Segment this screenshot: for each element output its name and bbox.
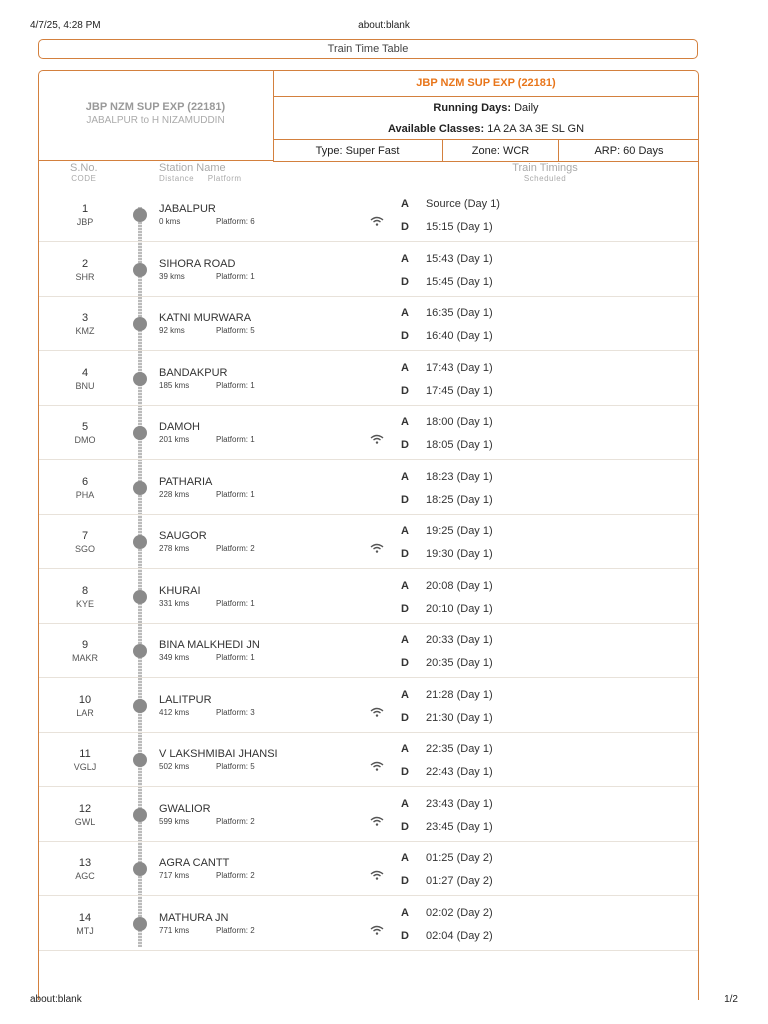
station-name: AGRA CANTT: [159, 857, 230, 869]
arrival-time: 16:35 (Day 1): [426, 307, 493, 319]
departure-label: D: [401, 275, 409, 288]
station-sno: 8: [81, 584, 89, 597]
station-distance: 278 kms: [159, 544, 190, 553]
station-code: JBP: [76, 217, 94, 227]
print-page-number: 1/2: [724, 994, 738, 1005]
departure-label: D: [401, 330, 409, 342]
station-code: LAR: [76, 707, 94, 718]
station-distance: 717 kms: [159, 871, 190, 880]
station-sno: 13: [78, 857, 92, 869]
departure-time: 22:43 (Day 1): [426, 766, 493, 778]
station-code: PHA: [75, 489, 95, 500]
station-sno: 3: [81, 312, 89, 324]
arrival-time: 01:25 (Day 2): [426, 852, 493, 864]
station-distance: 39 kms: [159, 271, 185, 281]
station-code: AGC: [75, 871, 95, 881]
print-datetime: 4/7/25, 4:28 PM: [30, 20, 101, 31]
station-platform: Platform: 1: [216, 489, 255, 499]
departure-label: D: [401, 548, 409, 560]
arrival-label: A: [401, 797, 409, 810]
station-distance: 771 kms: [159, 925, 190, 935]
station-row: [39, 296, 698, 351]
train-name-header: JBP NZM SUP EXP (22181): [273, 70, 699, 97]
station-name: SIHORA ROAD: [159, 257, 236, 270]
station-distance: 228 kms: [159, 489, 190, 499]
station-distance: 185 kms: [159, 380, 190, 390]
station-sno: 10: [78, 693, 92, 706]
arrival-label: A: [401, 906, 409, 919]
station-platform: Platform: 2: [216, 544, 255, 553]
available-classes: [273, 119, 699, 140]
station-dot-icon: [133, 372, 147, 386]
station-name: JABALPUR: [159, 203, 216, 215]
train-name-summary: JBP NZM SUP EXP (22181): [85, 101, 226, 113]
running-days: [273, 97, 699, 119]
departure-time: 20:10 (Day 1): [426, 602, 493, 615]
station-code: SHR: [75, 271, 95, 282]
arrival-time: 18:00 (Day 1): [426, 416, 493, 428]
station-platform: Platform: 5: [216, 762, 255, 771]
station-code: BNU: [75, 380, 95, 391]
station-dot-icon: [133, 862, 147, 876]
station-name: PATHARIA: [159, 475, 213, 488]
station-dot-icon: [133, 481, 147, 495]
station-platform: Platform: 5: [216, 326, 255, 335]
arrival-time: 20:33 (Day 1): [426, 634, 493, 646]
station-row: [39, 732, 698, 787]
station-dot-icon: [133, 590, 147, 604]
station-name: KHURAI: [159, 584, 201, 597]
station-dot-icon: [133, 263, 147, 277]
col-platform-label: Platform: [207, 174, 242, 183]
station-name: SAUGOR: [159, 530, 207, 542]
station-dot-icon: [133, 535, 147, 549]
station-row: [39, 514, 698, 569]
station-code: SGO: [74, 544, 95, 554]
train-summary: [38, 70, 274, 161]
departure-label: D: [401, 493, 409, 506]
running-days-value: Daily: [514, 102, 539, 114]
station-dot-icon: [133, 699, 147, 713]
station-row: [39, 351, 698, 406]
station-distance: 502 kms: [159, 762, 190, 771]
station-dot-icon: [133, 644, 147, 658]
station-distance: 331 kms: [159, 598, 190, 608]
arrival-time: Source (Day 1): [426, 198, 500, 210]
wifi-icon: [370, 540, 384, 550]
train-arp: ARP: 60 Days: [594, 145, 664, 157]
station-name: BINA MALKHEDI JN: [159, 639, 260, 651]
station-code: KMZ: [75, 326, 95, 336]
arrival-time: 21:28 (Day 1): [426, 688, 493, 701]
station-row: [39, 787, 698, 842]
col-scheduled-label: Scheduled: [523, 174, 567, 183]
col-sno: [70, 162, 98, 183]
col-code-label: CODE: [71, 174, 97, 183]
station-name: V LAKSHMIBAI JHANSI: [159, 748, 278, 760]
wifi-icon: [370, 867, 384, 877]
station-row: [39, 569, 698, 624]
arrival-label: A: [401, 579, 409, 592]
departure-time: 15:15 (Day 1): [426, 221, 493, 233]
station-dot-icon: [133, 808, 147, 822]
train-meta-row: [273, 140, 699, 162]
departure-time: 18:05 (Day 1): [426, 439, 493, 451]
arrival-time: 15:43 (Day 1): [426, 252, 493, 265]
print-url-top: about:blank: [358, 20, 410, 31]
departure-label: D: [401, 820, 409, 833]
station-sno: 9: [81, 639, 89, 651]
arrival-label: A: [401, 852, 409, 864]
available-classes-label: Available Classes:: [387, 123, 485, 135]
station-sno: 2: [81, 257, 89, 270]
station-sno: 11: [79, 748, 91, 760]
arrival-label: A: [401, 307, 409, 319]
wifi-icon: [370, 704, 384, 714]
departure-time: 21:30 (Day 1): [426, 711, 493, 724]
station-dot-icon: [133, 753, 147, 767]
station-platform: Platform: 1: [216, 380, 255, 390]
departure-label: D: [401, 657, 409, 669]
station-row: [39, 187, 698, 242]
station-platform: Platform: 2: [216, 925, 255, 935]
departure-time: 19:30 (Day 1): [426, 548, 493, 560]
station-name: KATNI MURWARA: [159, 312, 252, 324]
station-row: [39, 242, 698, 297]
departure-time: 02:04 (Day 2): [426, 929, 493, 942]
wifi-icon: [370, 431, 384, 441]
departure-time: 17:45 (Day 1): [426, 384, 493, 397]
departure-time: 18:25 (Day 1): [426, 493, 493, 506]
station-distance: 92 kms: [159, 326, 185, 335]
train-type: Type: Super Fast: [273, 140, 443, 161]
station-sno: 1: [81, 203, 89, 215]
wifi-icon: [370, 213, 384, 223]
station-dot-icon: [133, 426, 147, 440]
arrival-label: A: [401, 743, 409, 755]
station-platform: Platform: 6: [216, 217, 255, 226]
station-distance: 349 kms: [159, 653, 190, 662]
station-sno: 12: [78, 802, 92, 815]
departure-time: 23:45 (Day 1): [426, 820, 493, 833]
station-distance: 201 kms: [159, 435, 190, 444]
col-station: [159, 162, 242, 183]
arrival-label: A: [401, 634, 409, 646]
station-code: DMO: [74, 435, 96, 445]
station-row: [39, 623, 698, 678]
arrival-time: 22:35 (Day 1): [426, 743, 493, 755]
station-name: BANDAKPUR: [159, 366, 228, 379]
arrival-time: 19:25 (Day 1): [426, 525, 493, 537]
arrival-label: A: [401, 252, 409, 265]
arrival-time: 02:02 (Day 2): [426, 906, 493, 919]
station-platform: Platform: 2: [216, 816, 255, 826]
arrival-time: 17:43 (Day 1): [426, 361, 493, 374]
departure-label: D: [401, 875, 409, 887]
train-route: JABALPUR to H NIZAMUDDIN: [86, 115, 225, 126]
station-platform: Platform: 1: [216, 271, 255, 281]
departure-label: D: [401, 439, 409, 451]
station-code: KYE: [75, 598, 94, 609]
arrival-label: A: [401, 361, 409, 374]
running-days-label: Running Days:: [433, 102, 512, 114]
wifi-icon: [370, 922, 384, 932]
station-platform: Platform: 1: [216, 653, 255, 662]
station-name: LALITPUR: [159, 693, 212, 706]
col-timings-label: Train Timings: [512, 162, 578, 174]
station-row: [39, 460, 698, 515]
train-details: [273, 70, 699, 162]
page-title: Train Time Table: [38, 39, 698, 59]
station-platform: Platform: 1: [216, 435, 255, 444]
station-name: MATHURA JN: [159, 911, 229, 924]
arrival-label: A: [401, 198, 409, 210]
wifi-icon: [370, 758, 384, 768]
arrival-time: 18:23 (Day 1): [426, 470, 493, 483]
station-distance: 412 kms: [159, 707, 190, 717]
station-row: [39, 678, 698, 733]
departure-label: D: [401, 766, 409, 778]
station-sno: 5: [81, 421, 89, 433]
station-name: DAMOH: [159, 421, 200, 433]
station-dot-icon: [133, 208, 147, 222]
departure-label: D: [401, 221, 409, 233]
station-platform: Platform: 2: [216, 871, 255, 880]
arrival-time: 20:08 (Day 1): [426, 579, 493, 592]
train-zone: Zone: WCR: [443, 140, 559, 161]
station-platform: Platform: 3: [216, 707, 255, 717]
arrival-label: A: [401, 416, 409, 428]
departure-label: D: [401, 384, 409, 397]
station-dot-icon: [133, 317, 147, 331]
arrival-label: A: [401, 470, 409, 483]
departure-time: 16:40 (Day 1): [426, 330, 493, 342]
station-platform: Platform: 1: [216, 598, 255, 608]
departure-time: 15:45 (Day 1): [426, 275, 493, 288]
wifi-icon: [370, 813, 384, 823]
station-row: [39, 405, 698, 460]
station-sno: 7: [81, 530, 89, 542]
arrival-time: 23:43 (Day 1): [426, 797, 493, 810]
station-code: VGLJ: [73, 762, 97, 772]
col-sno-label: S.No.: [70, 162, 98, 174]
departure-label: D: [401, 711, 409, 724]
departure-label: D: [401, 602, 409, 615]
station-dot-icon: [133, 917, 147, 931]
col-station-label: Station Name: [159, 162, 226, 174]
arrival-label: A: [401, 688, 409, 701]
station-sno: 6: [81, 475, 89, 488]
col-distance-label: Distance: [159, 174, 195, 183]
station-row: [39, 896, 698, 951]
station-name: GWALIOR: [159, 802, 211, 815]
station-distance: 0 kms: [159, 217, 181, 226]
departure-label: D: [401, 929, 409, 942]
available-classes-value: 1A 2A 3A 3E SL GN: [487, 123, 585, 135]
arrival-label: A: [401, 525, 409, 537]
departure-time: 20:35 (Day 1): [426, 657, 493, 669]
station-code: MTJ: [76, 925, 94, 936]
col-timings: [500, 162, 590, 183]
station-code: MAKR: [71, 653, 98, 663]
col-distance-platform: [159, 174, 242, 183]
station-row: [39, 841, 698, 896]
print-url-bottom: about:blank: [30, 994, 82, 1005]
departure-time: 01:27 (Day 2): [426, 875, 493, 887]
station-distance: 599 kms: [159, 816, 190, 826]
station-sno: 14: [78, 911, 92, 924]
station-sno: 4: [81, 366, 89, 379]
station-code: GWL: [74, 816, 96, 827]
